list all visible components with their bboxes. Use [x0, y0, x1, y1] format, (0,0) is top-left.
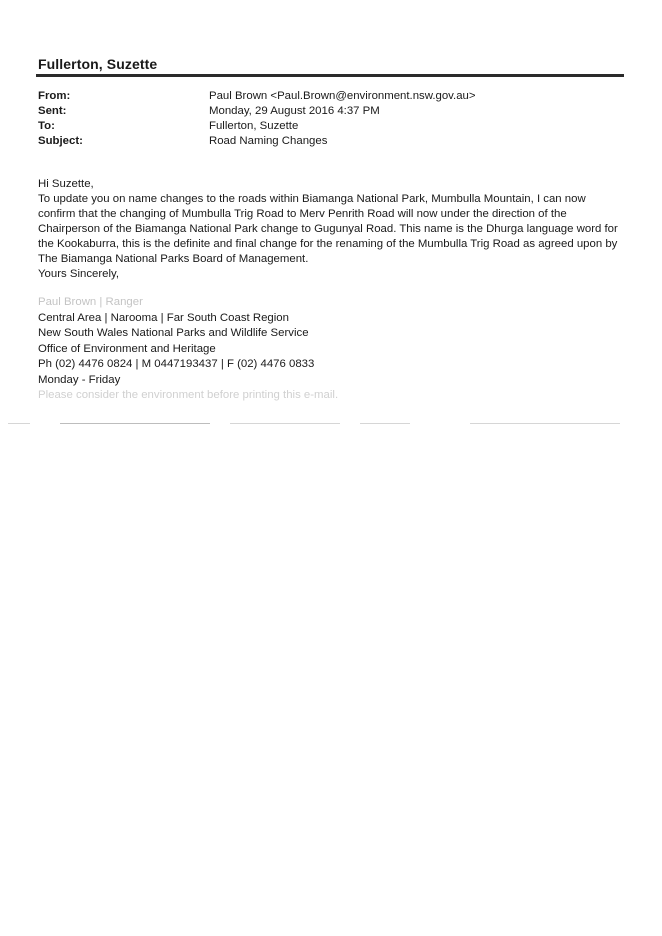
email-title: Fullerton, Suzette: [38, 56, 158, 72]
signature-block: [38, 295, 628, 404]
header-row-subject: [38, 134, 618, 149]
header-row-sent: [38, 104, 618, 119]
body-line: the Kookaburra, this is the definite and final change for the renaming of the Mumbulla Trig Road as agreed upon by: [38, 238, 618, 250]
email-body: [38, 177, 628, 282]
title-divider: [36, 74, 624, 77]
header-value-sent: Monday, 29 August 2016 4:37 PM: [209, 105, 380, 117]
header-value-to: Fullerton, Suzette: [209, 120, 299, 132]
scan-artifact-line: [470, 423, 620, 424]
signature-line: Central Area | Narooma | Far South Coast Region: [38, 311, 289, 324]
body-paragraph: [38, 192, 628, 267]
header-label-sent: Sent:: [38, 105, 67, 117]
scan-artifact-line: [8, 423, 30, 424]
body-line: Chairperson of the Biamanga National Park change to Gugunyal Road. This name is the Dhurga language word for: [38, 223, 618, 235]
signature-line: Monday - Friday: [38, 373, 121, 386]
scan-artifact-line: [230, 423, 340, 424]
header-label-to: To:: [38, 120, 55, 132]
body-line: To update you on name changes to the roads within Biamanga National Park, Mumbulla Mountain, I can now: [38, 193, 586, 205]
body-line: The Biamanga National Parks Board of Management.: [38, 253, 309, 265]
scan-artifact-line: [60, 423, 210, 424]
signature-line: Office of Environment and Heritage: [38, 342, 216, 355]
header-label-subject: Subject:: [38, 135, 83, 147]
signature-line: Ph (02) 4476 0824 | M 0447193437 | F (02) 4476 0833: [38, 358, 315, 370]
body-line: confirm that the changing of Mumbulla Trig Road to Merv Penrith Road will now under the direction of the: [38, 208, 567, 220]
scan-artifact-line: [360, 423, 410, 424]
header-value-from: Paul Brown <Paul.Brown@environment.nsw.gov.au>: [209, 90, 476, 102]
signature-name: Paul Brown | Ranger: [38, 296, 143, 308]
header-row-to: [38, 119, 618, 134]
header-label-from: From:: [38, 90, 71, 102]
header-value-subject: Road Naming Changes: [209, 135, 328, 147]
signature-line: New South Wales National Parks and Wildlife Service: [38, 327, 309, 339]
environment-footer-note: Please consider the environment before printing this e-mail.: [38, 389, 339, 401]
closing: Yours Sincerely,: [38, 268, 120, 280]
email-headers: [38, 89, 618, 149]
header-row-from: [38, 89, 618, 104]
greeting: Hi Suzette,: [38, 178, 94, 190]
